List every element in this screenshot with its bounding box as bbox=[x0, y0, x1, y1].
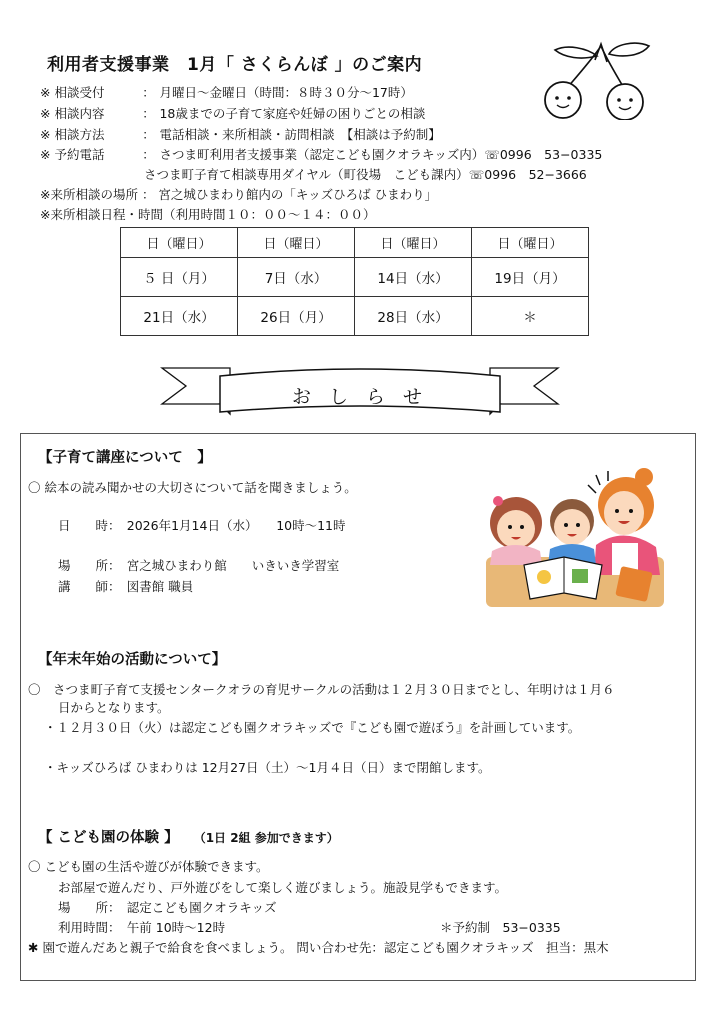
banner-label: お し ら せ bbox=[291, 386, 429, 408]
table-cell: 7日（水） bbox=[238, 258, 355, 297]
table-cell: 26日（月） bbox=[238, 297, 355, 336]
experience-note: （1日 2組 参加できます） bbox=[193, 831, 339, 845]
info-method: ※ 相談方法 ： 電話相談・来所相談・訪問相談 【相談は予約制】 bbox=[40, 127, 441, 142]
table-cell: 28日（水） bbox=[355, 297, 472, 336]
experience-time: 利用時間： 午前 10時〜12時 bbox=[58, 920, 226, 935]
course-intro: 〇 絵本の読み聞かせの大切さについて話を聞きましょう。 bbox=[28, 480, 357, 495]
experience-line-2: お部屋で遊んだり、戸外遊びをして楽しく遊びましょう。施設見学もできます。 bbox=[58, 880, 508, 895]
experience-heading-row bbox=[38, 826, 339, 847]
info-content: ※ 相談内容 ： 18歳までの子育て家庭や妊婦の困りごとの相談 bbox=[40, 106, 426, 121]
experience-heading: 【 こども園の体験 】 bbox=[38, 830, 179, 846]
newyear-line-4: ・キッズひろば ひまわりは 12月27日（土）〜1月４日（日）まで閉館します。 bbox=[44, 760, 491, 775]
visit-place: ※来所相談の場所 ： 宮之城ひまわり館内の「キッズひろば ひまわり」 bbox=[40, 187, 438, 202]
table-cell: 14日（水） bbox=[355, 258, 472, 297]
info-reception: ※ 相談受付 ： 月曜日〜金曜日（時間：８時３０分〜17時） bbox=[40, 85, 413, 100]
newyear-line-2: 日からとなります。 bbox=[58, 700, 170, 715]
table-header-row bbox=[121, 228, 589, 258]
table-cell: ＊ bbox=[472, 297, 589, 336]
course-lecturer: 講 師： 図書館 職員 bbox=[58, 579, 194, 594]
info-phone: ※ 予約電話 ： さつま町利用者支援事業（認定こども園クオラキッズ内）☏0996 53−0335 bbox=[40, 147, 603, 162]
table-header-cell: 日（曜日） bbox=[472, 228, 589, 258]
info-phone-2: さつま町子育て相談専用ダイヤル（町役場 こども課内）☏0996 52−3666 bbox=[144, 167, 587, 182]
experience-reserve: ＊予約制 53−0335 bbox=[440, 920, 561, 935]
table-row bbox=[121, 297, 589, 336]
course-place: 場 所： 宮之城ひまわり館 いきいき学習室 bbox=[58, 558, 340, 573]
course-heading: 【子育て講座について 】 bbox=[38, 450, 212, 466]
table-header-cell: 日（曜日） bbox=[121, 228, 238, 258]
table-cell: 19日（月） bbox=[472, 258, 589, 297]
table-cell: ５ 日（月） bbox=[121, 258, 238, 297]
table-header-cell: 日（曜日） bbox=[238, 228, 355, 258]
table-header-cell: 日（曜日） bbox=[355, 228, 472, 258]
page-title: 利用者支援事業 1月「 さくらんぼ 」のご案内 bbox=[47, 55, 423, 75]
schedule-table bbox=[120, 227, 589, 336]
experience-place: 場 所： 認定こども園クオラキッズ bbox=[58, 900, 277, 915]
visit-schedule: ※来所相談日程・時間（利用時間１０：００〜１４：００） bbox=[40, 207, 376, 222]
experience-line-1: 〇 こども園の生活や遊びが体験できます。 bbox=[28, 859, 269, 874]
newyear-line-3: ・１２月３０日（火）は認定こども園クオラキッズで『こども園で遊ぼう』を計画しています。 bbox=[44, 720, 581, 735]
newyear-heading: 【年末年始の活動について】 bbox=[38, 652, 227, 668]
kids-reading-icon bbox=[484, 465, 666, 608]
newyear-line-1: 〇 さつま町子育て支援センタークオラの育児サークルの活動は１２月３０日までとし、年明けは１月６ bbox=[28, 682, 615, 697]
table-row bbox=[121, 258, 589, 297]
experience-footer: ✱ 園で遊んだあと親子で給食を食べましょう。 問い合わせ先：認定こども園クオラキッズ 担当：黒木 bbox=[28, 940, 609, 955]
table-cell: 21日（水） bbox=[121, 297, 238, 336]
cherry-icon bbox=[537, 38, 662, 120]
course-date: 日 時： 2026年1月14日（水） 10時〜11時 bbox=[58, 518, 346, 533]
